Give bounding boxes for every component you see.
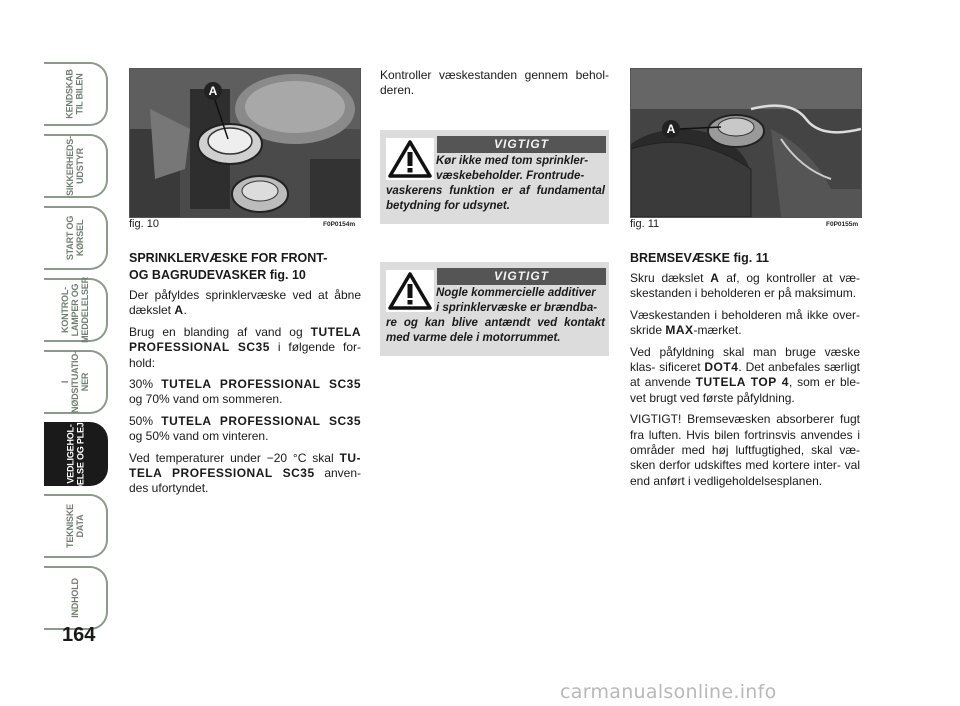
paragraph: Skru dækslet A af, og kontroller at væ- skestanden i beholderen er på maksimum. [630,271,860,301]
paragraph: VIGTIGT! Bremsevæsken absorberer fugt fra luften. Hvis bilen fortrinsvis anvendes i områder med høj luftfugtighed, skal væ- sken derfor udskiftes med kortere inter- val end anført i vedligeholdelsesplanen. [630,412,860,488]
fig10-callout-a: A [204,82,222,100]
fig10-caption: fig. 10 [129,218,159,230]
column-bremsevaeske [630,250,860,495]
tab-nodsituationer[interactable] [44,350,108,414]
watermark: carmanualsonline.info [560,681,777,703]
warning-title: VIGTIGT [437,136,606,153]
tab-indhold[interactable] [44,566,108,630]
tab-kontrollamper[interactable] [44,278,108,342]
paragraph: Ved påfyldning skal man bruge væske klas- sificeret DOT4. Det anbefales særligt at anvende TUTELA TOP 4, som er ble- vet brugt ved første påfyldning. [630,344,861,405]
tab-label: START OG KØRSEL [64,215,85,261]
tab-label: KONTROL- LAMPER OG MEDDELELSER [60,277,90,343]
tab-tekniske-data[interactable] [44,494,108,558]
tab-label: VEDLIGEHOL- DELSE OG PLEJE [65,416,86,492]
paragraph: Brug en blanding af vand og TUTELA PROFESSIONAL SC35 i følgende for- hold: [129,324,361,370]
tab-sikkerhedsudstyr[interactable] [44,134,108,198]
paragraph: Der påfyldes sprinklervæske ved at åbne dækslet A. [129,288,361,318]
tab-label: TEKNISKE DATA [65,504,85,548]
tab-label: SIKKERHEDS- UDSTYR [65,136,85,196]
page-number: 164 [62,624,96,646]
fig10-photo [129,68,361,218]
section-heading-sprinkler: SPRINKLERVÆSKE FOR FRONT- OG BAGRUDEVASKER fig. 10 [129,251,328,282]
tab-label: KENDSKAB TIL BILEN [65,69,85,119]
paragraph: Ved temperaturer under −20 °C skal TU- TELA PROFESSIONAL SC35 anven- des ufortyndet. [129,450,362,496]
paragraph: Væskestanden i beholderen må ikke over- skride MAX-mærket. [630,307,860,338]
fig11-code: F0P0155m [826,221,859,228]
column-sprinklervaeske [129,250,361,503]
intro-paragraph: Kontroller væskestanden gennem behol- deren. [380,68,609,98]
fig11-callout-a: A [662,120,680,138]
fig10-code: F0P0154m [323,221,356,228]
paragraph: 50% TUTELA PROFESSIONAL SC35 og 50% vand om vinteren. [129,413,361,444]
fig11-photo [630,68,862,218]
tab-vedligeholdelse[interactable] [44,416,108,492]
tab-kendskab-til-bilen[interactable] [44,62,108,126]
column-intro [380,68,609,105]
warning-title: VIGTIGT [437,268,606,285]
paragraph: 30% TUTELA PROFESSIONAL SC35 og 70% vand om sommeren. [129,377,361,407]
section-heading-bremsevaeske: BREMSEVÆSKE fig. 11 [630,251,769,265]
warning-text: Kør ikke med tom sprinkler- væskebeholder. Frontrude- vaskerens funktion er af fundamental betydning for udsynet. [386,155,605,212]
tab-label: I NØDSITUATIO- NER [60,351,90,413]
warning-box-2 [380,262,609,356]
fig11-caption: fig. 11 [630,218,660,230]
tab-start-og-korsel[interactable] [44,206,108,270]
warning-text: Nogle kommercielle additiver i sprinklervæske er brændba- re og kan blive antændt ved kontakt med varme dele i motorrummet. [386,287,605,344]
warning-box-1 [380,130,609,224]
tab-label: INDHOLD [69,578,80,618]
